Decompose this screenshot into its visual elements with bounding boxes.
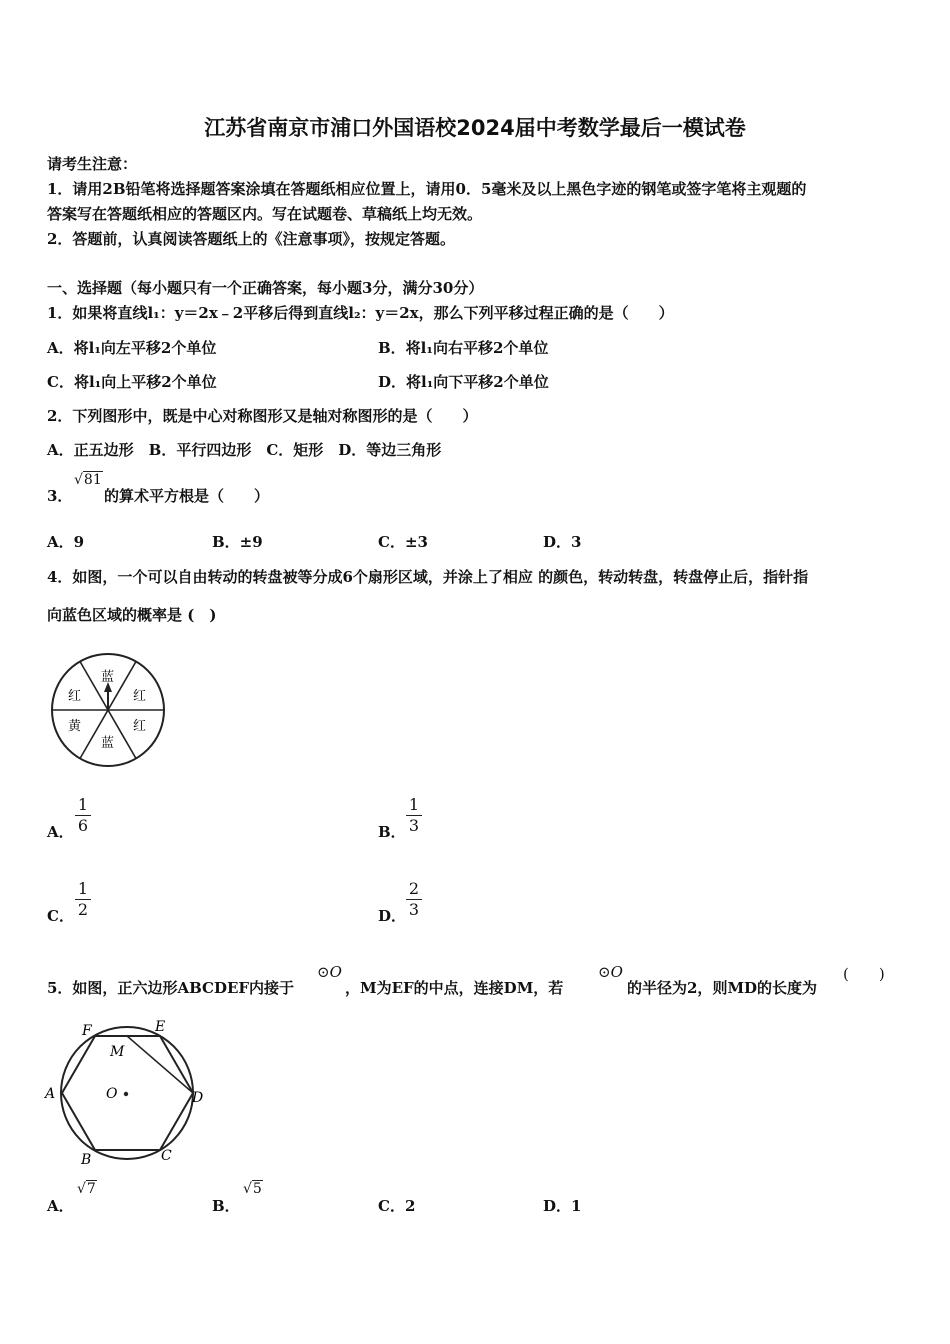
notice-line-1b: 答案写在答题纸相应的答题区内。写在试题卷、草稿纸上均无效。: [47, 205, 483, 223]
q4-option-a-fraction: [75, 796, 91, 835]
q3-option-a: A．9: [47, 533, 85, 551]
fraction-denominator: 3: [408, 900, 420, 919]
q4-option-c-fraction: [75, 880, 91, 919]
q5-option-b-label: B．: [212, 1197, 240, 1215]
q1-option-b: B．将l₁向右平移2个单位: [378, 339, 549, 357]
sector-top-label: 蓝: [101, 670, 115, 685]
vertex-e-label: E: [155, 1019, 166, 1035]
fraction-denominator: 6: [77, 816, 89, 835]
sector-bottom-label: 蓝: [101, 736, 115, 751]
fraction-numerator: 1: [77, 879, 89, 898]
q3-radicand: 81: [83, 472, 102, 488]
segment-md: [127, 1036, 193, 1093]
q1-stem: 1．如果将直线l₁：y＝2x﹣2平移后得到直线l₂：y＝2x，那么下列平移过程正确的是（ ）: [47, 304, 674, 322]
q5-answer-paren: ( ): [843, 965, 885, 983]
notice-heading: 请考生注意：: [47, 155, 138, 173]
q4-option-d-label: D．: [378, 907, 407, 925]
q5-option-b-sqrt: √5: [243, 1181, 262, 1197]
q1-option-a: A．将l₁向左平移2个单位: [47, 339, 217, 357]
fraction-numerator: 1: [408, 795, 420, 814]
q5-option-d: D．1: [543, 1197, 582, 1215]
hexagon-figure: [40, 1016, 220, 1168]
q5-option-a-radicand: 7: [86, 1181, 96, 1197]
sector-upper-left-label: 红: [68, 689, 82, 704]
vertex-f-label: F: [82, 1023, 92, 1039]
q5-option-a-sqrt: √7: [77, 1181, 96, 1197]
q4-stem-line-1: 4．如图，一个可以自由转动的转盘被等分成6个扇形区域，并涂上了相应 的颜色，转动转盘，转盘停止后，指针指: [47, 568, 809, 586]
notice-line-2: 2．答题前，认真阅读答题纸上的《注意事项》，按规定答题。: [47, 230, 455, 248]
q4-option-b-label: B．: [378, 823, 406, 841]
q4-option-d-fraction: [406, 880, 422, 919]
page-title: 江苏省南京市浦口外国语校2024届中考数学最后一模试卷: [204, 116, 746, 140]
section-heading: 一、选择题（每小题只有一个正确答案，每小题3分，满分30分）: [47, 279, 484, 297]
q5-circle-o-1: ⊙O: [317, 963, 342, 981]
sector-upper-right-label: 红: [133, 689, 147, 704]
q4-option-a-label: A．: [47, 823, 74, 841]
q3-option-b: B．±9: [212, 533, 263, 551]
vertex-a-label: A: [45, 1086, 56, 1102]
q2-stem: 2．下列图形中，既是中心对称图形又是轴对称图形的是（ ）: [47, 407, 478, 425]
fraction-denominator: 3: [408, 816, 420, 835]
q5-stem-part-2: ，M为EF的中点，连接DM，若: [345, 979, 564, 997]
q3-number: 3．: [47, 487, 73, 505]
center-o-label: O: [106, 1086, 118, 1102]
notice-line-1a: 1．请用2B铅笔将选择题答案涂填在答题纸相应位置上，请用0．5毫米及以上黑色字迹的钢笔或签字笔将主观题的: [47, 180, 807, 198]
q3-stem: 的算术平方根是（ ）: [104, 487, 270, 505]
center-point: [124, 1092, 128, 1096]
vertex-c-label: C: [161, 1148, 172, 1164]
q3-option-d: D．3: [543, 533, 582, 551]
fraction-denominator: 2: [77, 900, 89, 919]
q5-option-b-radicand: 5: [252, 1181, 262, 1197]
sector-lower-right-label: 红: [133, 719, 147, 734]
q1-option-c: C．将l₁向上平移2个单位: [47, 373, 217, 391]
q5-option-a-label: A．: [47, 1197, 74, 1215]
fraction-numerator: 1: [77, 795, 89, 814]
sector-lower-left-label: 黄: [68, 719, 82, 734]
q5-stem-part-3: 的半径为2，则MD的长度为: [627, 979, 818, 997]
q3-option-c: C．±3: [378, 533, 428, 551]
q3-sqrt: √81: [74, 472, 102, 488]
spinner-figure: [44, 648, 174, 770]
vertex-d-label: D: [192, 1090, 204, 1106]
q4-option-b-fraction: [406, 796, 422, 835]
q4-stem-line-2: 向蓝色区域的概率是 ( ): [47, 606, 217, 624]
q5-stem-part-1: 5．如图，正六边形ABCDEF内接于: [47, 979, 295, 997]
q1-option-d: D．将l₁向下平移2个单位: [378, 373, 549, 391]
q5-circle-o-2: ⊙O: [598, 963, 623, 981]
vertex-b-label: B: [81, 1152, 92, 1168]
q5-option-c: C．2: [378, 1197, 416, 1215]
q4-option-c-label: C．: [47, 907, 74, 925]
point-m-label: M: [110, 1044, 125, 1060]
fraction-numerator: 2: [408, 879, 420, 898]
q2-options: A．正五边形 B．平行四边形 C．矩形 D．等边三角形: [47, 441, 442, 459]
